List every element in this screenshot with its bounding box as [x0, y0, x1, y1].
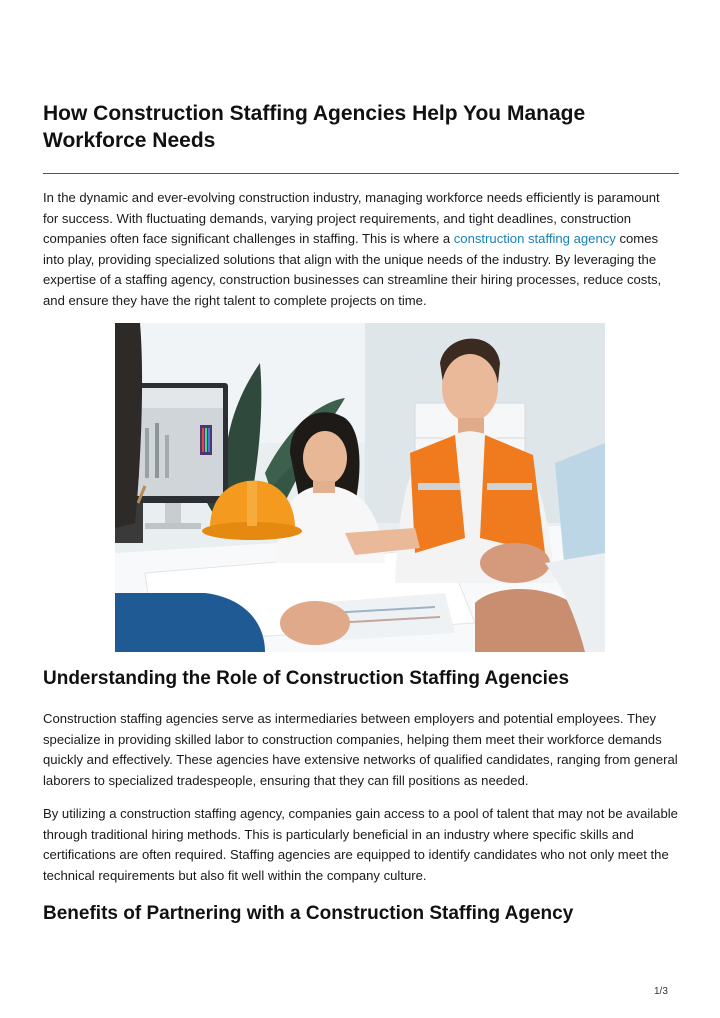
intro-text-before-link: In the dynamic and ever-evolving construction industry, managing workforce needs efficiently is paramount for success. With fluctuating demands, varying project requirements, and tight deadlines, construction companies often face significant challenges in staffing. This is where a [43, 190, 660, 247]
section-heading-role: Understanding the Role of Construction Staffing Agencies [43, 668, 570, 689]
role-paragraph-2: By utilizing a construction staffing agency, companies gain access to a pool of talent that may not be available through traditional hiring methods. This is particularly beneficial in an industry where specific skills and certifications are often required. Staffing agencies are equipped to identify candidates who not only meet the technical requirements but also fit well within the company culture. [43, 806, 678, 883]
intro-text-after-link: comes into play, providing specialized solutions that align with the unique needs of the industry. By leveraging the expertise of a staffing agency, construction businesses can streamline their hiring processes, reduce costs, and ensure they have the right talent to complete projects on time. [43, 231, 662, 308]
role-paragraph-1: Construction staffing agencies serve as intermediaries between employers and potential employees. They specialize in providing skilled labor to construction companies, helping them meet their workforce demands quickly and effectively. These agencies have extensive networks of qualified candidates, ranging from general laborers to specialized tradespeople, ensuring that they can fill positions as needed. [43, 711, 678, 788]
section-heading-benefits: Benefits of Partnering with a Construction Staffing Agency [43, 903, 574, 924]
title-divider [43, 173, 679, 174]
document-title: How Construction Staffing Agencies Help You Manage Workforce Needs [43, 102, 586, 152]
construction-staffing-agency-link[interactable]: construction staffing agency [453, 231, 616, 247]
page-number: 1/3 [654, 986, 668, 997]
intro-paragraph [43, 188, 675, 312]
meeting-photo [115, 323, 605, 652]
